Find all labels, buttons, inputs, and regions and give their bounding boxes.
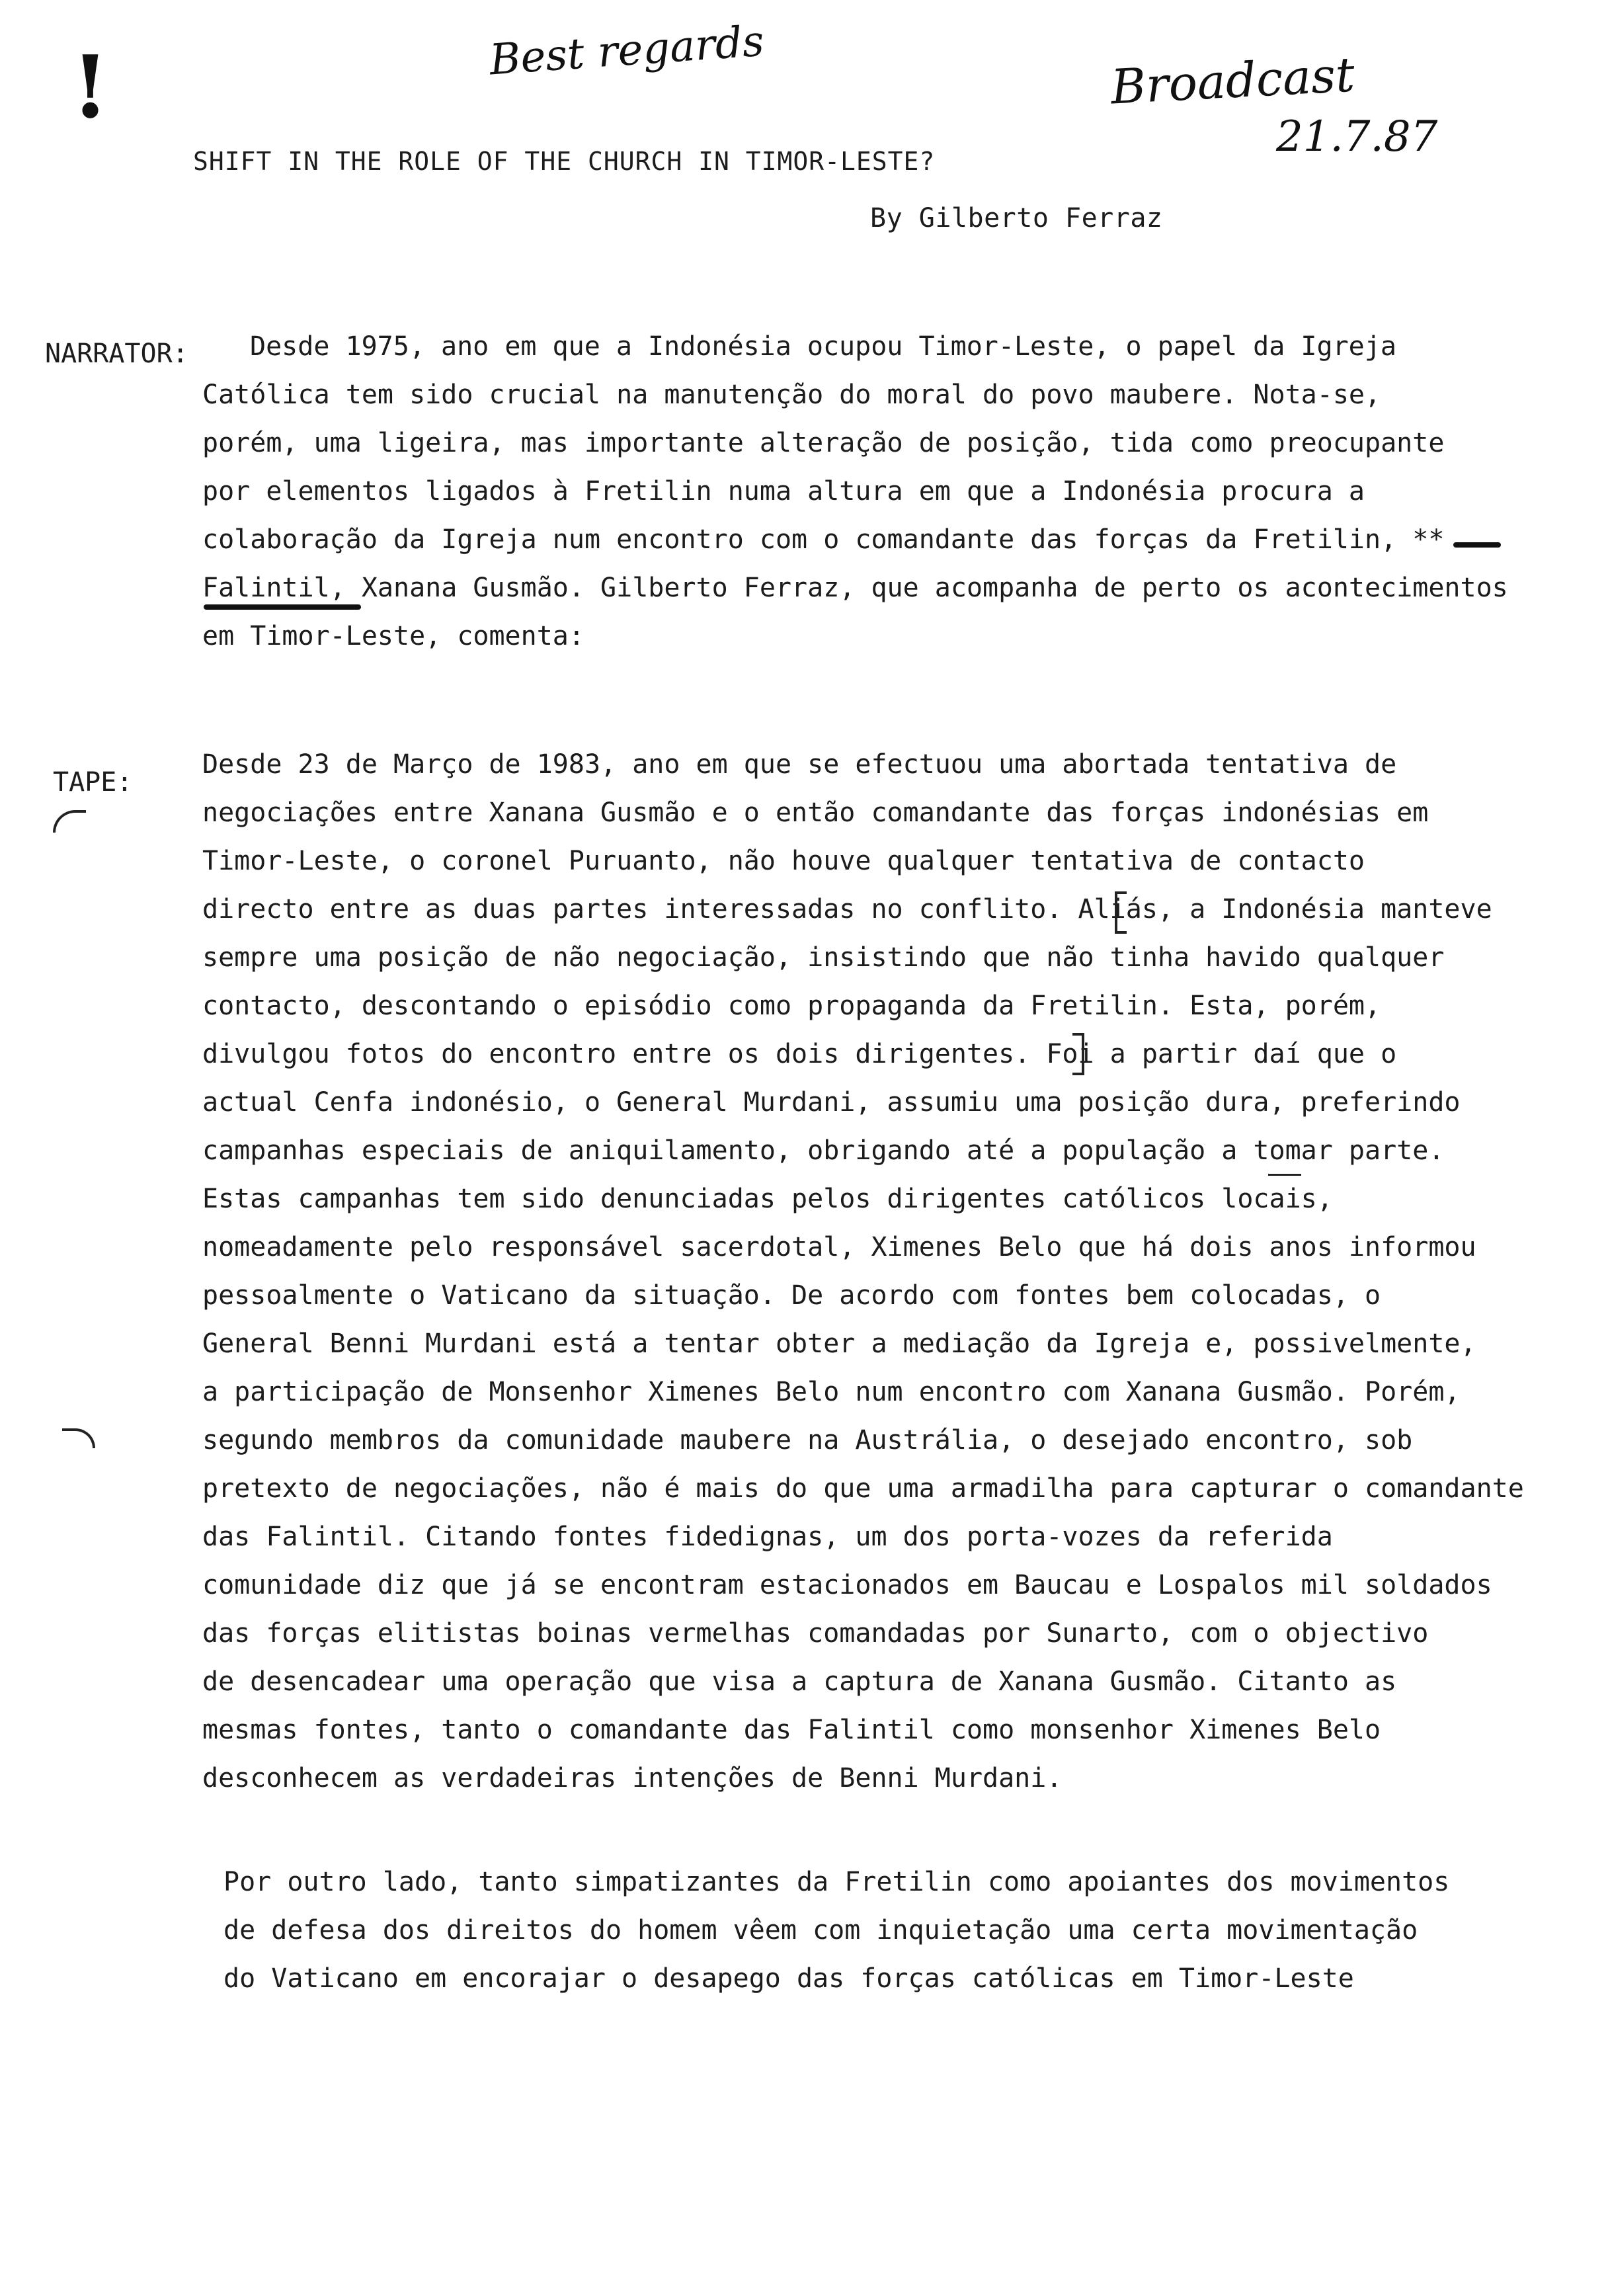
tape-line: Estas campanhas tem sido denunciadas pelos dirigentes católicos locais, <box>202 1184 1333 1214</box>
tape-line: Desde 23 de Março de 1983, ano em que se efectuou uma abortada tentativa de <box>202 749 1397 780</box>
strikethrough-mark <box>1453 542 1501 548</box>
narrator-line: em Timor-Leste, comenta: <box>202 621 584 651</box>
tape-line: negociações entre Xanana Gusmão e o então comandante das forças indonésias em <box>202 798 1429 828</box>
closing-line: de defesa dos direitos do homem vêem com inquietação uma certa movimentação <box>223 1915 1418 1946</box>
closing-line: do Vaticano em encorajar o desapego das forças católicas em Timor-Leste <box>223 1963 1354 1994</box>
tape-line: divulgou fotos do encontro entre os dois dirigentes. Foi a partir daí que o <box>202 1039 1397 1069</box>
tape-line: das forças elitistas boinas vermelhas comandadas por Sunarto, com o objectivo <box>202 1618 1429 1649</box>
underline-mark <box>1268 1174 1301 1176</box>
tape-line: General Benni Murdani está a tentar obter a mediação da Igreja e, possivelmente, <box>202 1329 1476 1359</box>
tape-label: TAPE: <box>53 767 133 798</box>
margin-arc-mark <box>62 1428 95 1448</box>
margin-arc-mark <box>53 810 86 833</box>
tape-line: pretexto de negociações, não é mais do que uma armadilha para capturar o comandante <box>202 1473 1524 1504</box>
tape-line: comunidade diz que já se encontram estacionados em Baucau e Lospalos mil soldados <box>202 1570 1492 1600</box>
tape-line: sempre uma posição de não negociação, insistindo que não tinha havido qualquer <box>202 942 1445 973</box>
narrator-label: NARRATOR: <box>45 339 188 369</box>
strikethrough-mark <box>204 604 361 610</box>
tape-line: de desencadear uma operação que visa a captura de Xanana Gusmão. Citanto as <box>202 1666 1397 1697</box>
tape-line: campanhas especiais de aniquilamento, obrigando até a população a tomar parte. <box>202 1135 1445 1166</box>
narrator-paragraph <box>202 323 1597 661</box>
handwritten-broadcast-note: Broadcast <box>1109 46 1356 115</box>
narrator-line: por elementos ligados à Fretilin numa altura em que a Indonésia procura a <box>202 476 1365 507</box>
tape-line: contacto, descontando o episódio como propaganda da Fretilin. Esta, porém, <box>202 991 1381 1021</box>
tape-paragraph <box>202 741 1597 1803</box>
narrator-line: Desde 1975, ano em que a Indonésia ocupou Timor-Leste, o papel da Igreja <box>250 331 1396 362</box>
closing-paragraph <box>223 1858 1608 2003</box>
document-title: SHIFT IN THE ROLE OF THE CHURCH IN TIMOR-LESTE? <box>193 147 936 176</box>
handwritten-best-regards: Best regards <box>487 17 766 85</box>
document-byline: By Gilberto Ferraz <box>870 203 1163 233</box>
handwritten-margin-mark: ! <box>71 36 110 138</box>
tape-line: a participação de Monsenhor Ximenes Belo num encontro com Xanana Gusmão. Porém, <box>202 1377 1461 1407</box>
tape-line: desconhecem as verdadeiras intenções de Benni Murdani. <box>202 1763 1063 1793</box>
narrator-line: Católica tem sido crucial na manutenção do moral do povo maubere. Nota-se, <box>202 380 1381 410</box>
tape-line: actual Cenfa indonésio, o General Murdani, assumiu uma posição dura, preferindo <box>202 1087 1461 1118</box>
tape-line: pessoalmente o Vaticano da situação. De acordo com fontes bem colocadas, o <box>202 1280 1381 1311</box>
narrator-line: porém, uma ligeira, mas importante alteração de posição, tida como preocupante <box>202 428 1445 458</box>
tape-line: Timor-Leste, o coronel Puruanto, não houve qualquer tentativa de contacto <box>202 846 1365 876</box>
tape-line: segundo membros da comunidade maubere na Austrália, o desejado encontro, sob <box>202 1425 1413 1456</box>
tape-line: das Falintil. Citando fontes fidedignas, um dos porta-vozes da referida <box>202 1522 1333 1552</box>
bracket-open-mark <box>1115 891 1127 934</box>
tape-line: mesmas fontes, tanto o comandante das Falintil como monsenhor Ximenes Belo <box>202 1715 1381 1745</box>
narrator-line: colaboração da Igreja num encontro com o comandante das forças da Fretilin, ** <box>202 524 1445 555</box>
tape-line: nomeadamente pelo responsável sacerdotal, Ximenes Belo que há dois anos informou <box>202 1232 1476 1262</box>
narrator-line: Falintil, Xanana Gusmão. Gilberto Ferraz, que acompanha de perto os acontecimentos <box>202 573 1508 603</box>
handwritten-date: 21.7.87 <box>1276 112 1438 161</box>
closing-line: Por outro lado, tanto simpatizantes da Fretilin como apoiantes dos movimentos <box>223 1867 1450 1897</box>
tape-line: directo entre as duas partes interessadas no conflito. Aliás, a Indonésia manteve <box>202 894 1492 924</box>
bracket-close-mark <box>1072 1033 1084 1075</box>
